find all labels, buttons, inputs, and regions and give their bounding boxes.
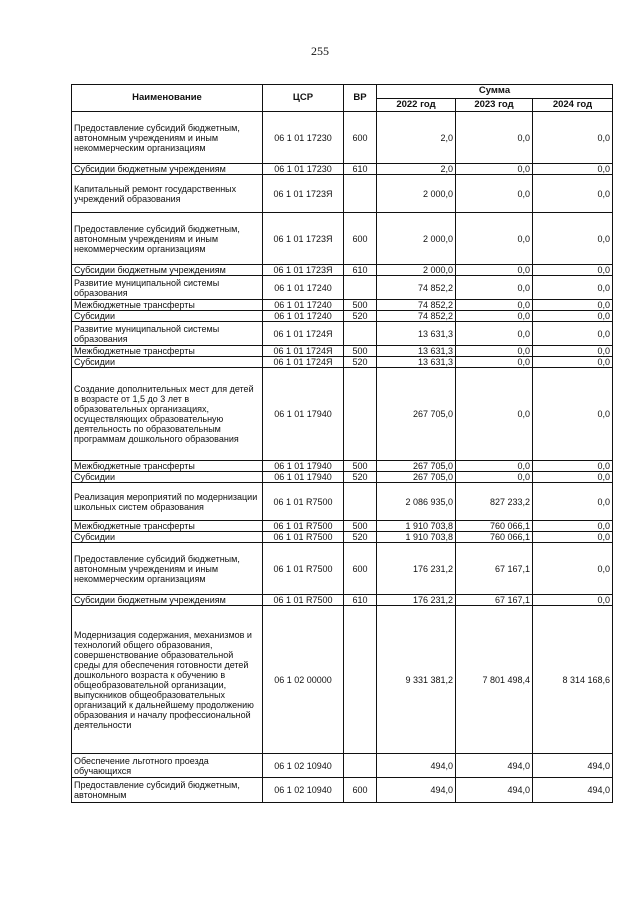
table-row [72, 276, 613, 300]
row-value-2024: 0,0 [533, 595, 613, 606]
row-value-2024: 0,0 [533, 175, 613, 213]
row-csr: 06 1 02 00000 [263, 606, 344, 754]
row-name: Межбюджетные трансферты [72, 300, 263, 311]
row-value-2022: 176 231,2 [377, 595, 456, 606]
row-value-2023: 760 066,1 [456, 532, 533, 543]
row-name: Создание дополнительных мест для детей в возрасте от 1,5 до 3 лет в образовательных организациях, осуществляющих образовательную деятельность по образовательным программам дошкольного образования [72, 368, 263, 461]
row-vr [344, 276, 377, 300]
row-name: Развитие муниципальной системы образования [72, 322, 263, 346]
row-csr: 06 1 01 17240 [263, 311, 344, 322]
row-value-2024: 0,0 [533, 311, 613, 322]
row-value-2022: 267 705,0 [377, 472, 456, 483]
row-value-2024: 0,0 [533, 357, 613, 368]
table-body [72, 112, 613, 803]
row-value-2024: 8 314 168,6 [533, 606, 613, 754]
row-value-2024: 0,0 [533, 265, 613, 276]
row-name: Межбюджетные трансферты [72, 461, 263, 472]
row-vr: 500 [344, 346, 377, 357]
row-value-2023: 0,0 [456, 311, 533, 322]
row-vr: 520 [344, 311, 377, 322]
row-value-2023: 760 066,1 [456, 521, 533, 532]
row-csr: 06 1 02 10940 [263, 778, 344, 803]
row-csr: 06 1 01 1724Я [263, 357, 344, 368]
row-value-2023: 0,0 [456, 461, 533, 472]
row-csr: 06 1 01 17940 [263, 368, 344, 461]
row-csr: 06 1 01 17240 [263, 276, 344, 300]
table-row [72, 521, 613, 532]
row-csr: 06 1 01 R7500 [263, 483, 344, 521]
row-value-2023: 0,0 [456, 164, 533, 175]
table-row [72, 300, 613, 311]
row-value-2024: 0,0 [533, 472, 613, 483]
row-value-2022: 1 910 703,8 [377, 521, 456, 532]
row-value-2022: 267 705,0 [377, 368, 456, 461]
row-csr: 06 1 02 10940 [263, 754, 344, 778]
table-row [72, 472, 613, 483]
row-value-2022: 494,0 [377, 754, 456, 778]
row-vr [344, 606, 377, 754]
row-csr: 06 1 01 R7500 [263, 532, 344, 543]
row-vr: 500 [344, 300, 377, 311]
table-row [72, 606, 613, 754]
row-value-2023: 0,0 [456, 276, 533, 300]
table-row [72, 112, 613, 164]
row-value-2024: 0,0 [533, 543, 613, 595]
row-name: Развитие муниципальной системы образования [72, 276, 263, 300]
row-vr: 600 [344, 778, 377, 803]
row-csr: 06 1 01 17940 [263, 461, 344, 472]
row-name: Субсидии бюджетным учреждениям [72, 595, 263, 606]
row-value-2023: 0,0 [456, 112, 533, 164]
table-row [72, 754, 613, 778]
row-name: Субсидии [72, 532, 263, 543]
row-value-2022: 2 000,0 [377, 265, 456, 276]
row-value-2022: 1 910 703,8 [377, 532, 456, 543]
row-value-2023: 0,0 [456, 472, 533, 483]
row-value-2024: 0,0 [533, 276, 613, 300]
row-value-2024: 0,0 [533, 112, 613, 164]
row-value-2023: 0,0 [456, 322, 533, 346]
row-value-2022: 2,0 [377, 112, 456, 164]
row-value-2022: 13 631,3 [377, 346, 456, 357]
row-csr: 06 1 01 17240 [263, 300, 344, 311]
header-row-1 [72, 85, 613, 99]
row-csr: 06 1 01 R7500 [263, 595, 344, 606]
row-value-2022: 2,0 [377, 164, 456, 175]
row-csr: 06 1 01 1723Я [263, 213, 344, 265]
row-value-2023: 7 801 498,4 [456, 606, 533, 754]
row-value-2023: 494,0 [456, 778, 533, 803]
row-csr: 06 1 01 1723Я [263, 175, 344, 213]
row-csr: 06 1 01 17230 [263, 112, 344, 164]
row-vr: 520 [344, 532, 377, 543]
row-value-2023: 0,0 [456, 346, 533, 357]
row-vr [344, 754, 377, 778]
row-name: Предоставление субсидий бюджетным, автономным [72, 778, 263, 803]
row-name: Межбюджетные трансферты [72, 521, 263, 532]
row-value-2023: 0,0 [456, 300, 533, 311]
table-row [72, 265, 613, 276]
row-csr: 06 1 01 1723Я [263, 265, 344, 276]
row-name: Модернизация содержания, механизмов и технологий общего образования, совершенствование образовательной среды для обеспечения готовности детей дошкольного возраста к обучению в общеобразовательной организации, выпускников общеобразовательных организаций к дальнейшему продолжению образования и началу профессиональной деятельности [72, 606, 263, 754]
row-value-2022: 74 852,2 [377, 300, 456, 311]
row-value-2023: 0,0 [456, 213, 533, 265]
row-vr: 610 [344, 595, 377, 606]
row-vr: 610 [344, 164, 377, 175]
row-name: Реализация мероприятий по модернизации школьных систем образования [72, 483, 263, 521]
row-value-2024: 0,0 [533, 483, 613, 521]
row-value-2023: 67 167,1 [456, 543, 533, 595]
row-value-2024: 0,0 [533, 322, 613, 346]
header-sum: Сумма [377, 85, 613, 99]
header-vr: ВР [344, 85, 377, 112]
row-value-2024: 0,0 [533, 521, 613, 532]
row-value-2023: 0,0 [456, 265, 533, 276]
row-vr [344, 483, 377, 521]
row-name: Субсидии бюджетным учреждениям [72, 265, 263, 276]
table-row [72, 322, 613, 346]
row-csr: 06 1 01 17940 [263, 472, 344, 483]
row-value-2022: 176 231,2 [377, 543, 456, 595]
row-value-2024: 494,0 [533, 778, 613, 803]
table-row [72, 164, 613, 175]
row-name: Предоставление субсидий бюджетным, автономным учреждениям и иным некоммерческим организациям [72, 213, 263, 265]
header-2022: 2022 год [377, 98, 456, 112]
row-value-2024: 0,0 [533, 368, 613, 461]
row-vr: 600 [344, 543, 377, 595]
row-value-2022: 74 852,2 [377, 276, 456, 300]
row-vr: 500 [344, 461, 377, 472]
row-value-2024: 0,0 [533, 532, 613, 543]
header-2024: 2024 год [533, 98, 613, 112]
row-value-2023: 0,0 [456, 175, 533, 213]
row-value-2022: 2 000,0 [377, 213, 456, 265]
budget-table [71, 84, 613, 803]
row-name: Межбюджетные трансферты [72, 346, 263, 357]
table-row [72, 357, 613, 368]
row-vr: 610 [344, 265, 377, 276]
page-number: 255 [311, 44, 329, 58]
table-row [72, 778, 613, 803]
row-value-2024: 0,0 [533, 213, 613, 265]
row-value-2022: 2 086 935,0 [377, 483, 456, 521]
row-name: Субсидии [72, 357, 263, 368]
row-vr: 600 [344, 213, 377, 265]
row-value-2024: 0,0 [533, 461, 613, 472]
row-value-2022: 2 000,0 [377, 175, 456, 213]
row-vr [344, 322, 377, 346]
header-2023: 2023 год [456, 98, 533, 112]
row-name: Капитальный ремонт государственных учреждений образования [72, 175, 263, 213]
table-row [72, 543, 613, 595]
row-value-2022: 74 852,2 [377, 311, 456, 322]
row-csr: 06 1 01 R7500 [263, 521, 344, 532]
row-value-2023: 0,0 [456, 368, 533, 461]
row-name: Субсидии [72, 472, 263, 483]
row-value-2023: 827 233,2 [456, 483, 533, 521]
table-row [72, 461, 613, 472]
row-name: Предоставление субсидий бюджетным, автономным учреждениям и иным некоммерческим организациям [72, 112, 263, 164]
row-name: Обеспечение льготного проезда обучающихся [72, 754, 263, 778]
row-value-2022: 13 631,3 [377, 357, 456, 368]
row-value-2023: 67 167,1 [456, 595, 533, 606]
row-vr: 500 [344, 521, 377, 532]
header-csr: ЦСР [263, 85, 344, 112]
table-row [72, 368, 613, 461]
row-vr: 520 [344, 472, 377, 483]
row-vr: 600 [344, 112, 377, 164]
row-value-2022: 494,0 [377, 778, 456, 803]
row-value-2024: 0,0 [533, 164, 613, 175]
table-row [72, 346, 613, 357]
row-value-2024: 0,0 [533, 346, 613, 357]
table-row [72, 483, 613, 521]
row-name: Субсидии [72, 311, 263, 322]
row-name: Субсидии бюджетным учреждениям [72, 164, 263, 175]
row-value-2022: 267 705,0 [377, 461, 456, 472]
table-row [72, 213, 613, 265]
header-name: Наименование [72, 85, 263, 112]
row-csr: 06 1 01 R7500 [263, 543, 344, 595]
row-vr: 520 [344, 357, 377, 368]
row-value-2022: 13 631,3 [377, 322, 456, 346]
row-value-2024: 494,0 [533, 754, 613, 778]
row-vr [344, 175, 377, 213]
row-csr: 06 1 01 1724Я [263, 346, 344, 357]
row-value-2023: 0,0 [456, 357, 533, 368]
table-row [72, 532, 613, 543]
table-row [72, 311, 613, 322]
row-value-2023: 494,0 [456, 754, 533, 778]
row-vr [344, 368, 377, 461]
row-name: Предоставление субсидий бюджетным, автономным учреждениям и иным некоммерческим организациям [72, 543, 263, 595]
table-row [72, 595, 613, 606]
row-csr: 06 1 01 17230 [263, 164, 344, 175]
row-value-2024: 0,0 [533, 300, 613, 311]
row-value-2022: 9 331 381,2 [377, 606, 456, 754]
row-csr: 06 1 01 1724Я [263, 322, 344, 346]
table-row [72, 175, 613, 213]
